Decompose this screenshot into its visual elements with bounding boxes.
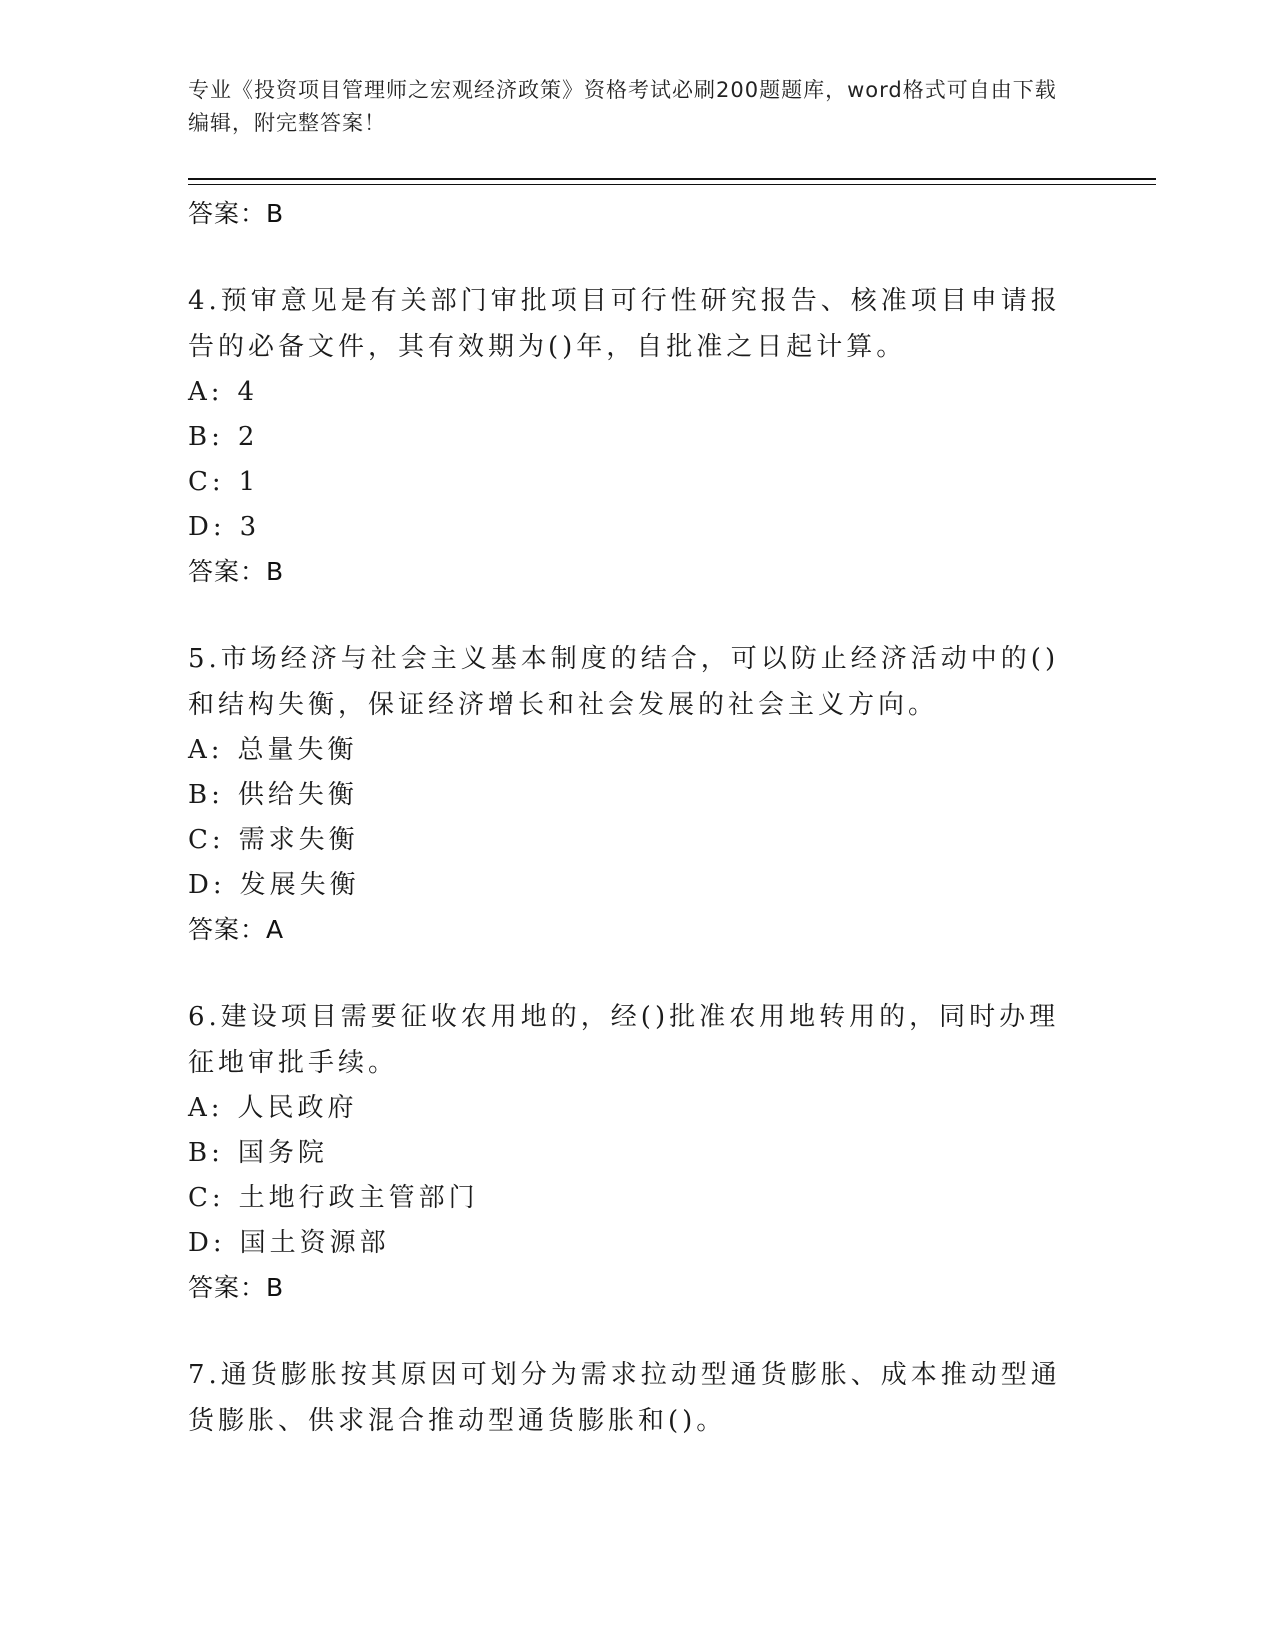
- option-b: [188, 1131, 1088, 1176]
- option-letter: A:: [188, 1093, 224, 1123]
- answer-line: 答案：B: [188, 199, 285, 228]
- option-c: [188, 1176, 1088, 1221]
- option-letter: D:: [188, 512, 226, 542]
- option-letter: C:: [188, 825, 225, 855]
- question-stem: 6.建设项目需要征收农用地的，经()批准农用地转用的，同时办理征地审批手续。: [188, 1002, 1060, 1078]
- answer-line: 答案：A: [188, 915, 285, 944]
- option-letter: B:: [188, 780, 224, 810]
- option-d: [188, 505, 1088, 550]
- page-header: 专业《投资项目管理师之宏观经济政策》资格考试必刷200题题库，word格式可自由下载编辑，附完整答案！: [188, 78, 1057, 135]
- option-d: [188, 863, 1088, 908]
- option-letter: B:: [188, 1138, 224, 1168]
- header-divider-thin: [188, 184, 1156, 185]
- option-c: [188, 460, 1088, 505]
- option-text: 发展失衡: [239, 870, 360, 900]
- option-text: 2: [237, 422, 259, 452]
- option-text: 3: [239, 512, 261, 542]
- option-text: 1: [238, 467, 260, 497]
- option-text: 国务院: [237, 1138, 328, 1168]
- question-stem: 4.预审意见是有关部门审批项目可行性研究报告、核准项目申请报告的必备文件，其有效期为()年，自批准之日起计算。: [188, 286, 1061, 362]
- option-a: [188, 728, 1088, 773]
- question-item: [188, 1352, 1088, 1444]
- option-letter: D:: [188, 1228, 226, 1258]
- option-text: 4: [237, 377, 259, 407]
- option-b: [188, 773, 1088, 818]
- option-text: 国土资源部: [239, 1228, 390, 1258]
- answer-line: 答案：B: [188, 1273, 285, 1302]
- question-stem: 7.通货膨胀按其原因可划分为需求拉动型通货膨胀、成本推动型通货膨胀、供求混合推动型通货膨胀和()。: [188, 1360, 1061, 1436]
- option-d: [188, 1221, 1088, 1266]
- option-letter: A:: [188, 735, 224, 765]
- answer-line: 答案：B: [188, 557, 285, 586]
- option-text: 总量失衡: [237, 735, 358, 765]
- question-item: [188, 278, 1088, 594]
- option-text: 人民政府: [237, 1093, 358, 1123]
- option-c: [188, 818, 1088, 863]
- question-item: [188, 636, 1088, 952]
- option-letter: A:: [188, 377, 224, 407]
- option-a: [188, 1086, 1088, 1131]
- option-letter: C:: [188, 467, 225, 497]
- option-text: 需求失衡: [238, 825, 359, 855]
- option-letter: D:: [188, 870, 226, 900]
- question-stem: 5.市场经济与社会主义基本制度的结合，可以防止经济活动中的()和结构失衡，保证经济增长和社会发展的社会主义方向。: [188, 644, 1060, 720]
- option-text: 土地行政主管部门: [238, 1183, 479, 1213]
- option-letter: C:: [188, 1183, 225, 1213]
- option-b: [188, 415, 1088, 460]
- header-divider-thick: [188, 178, 1156, 180]
- option-a: [188, 370, 1088, 415]
- option-text: 供给失衡: [237, 780, 358, 810]
- question-list: [188, 192, 1088, 1444]
- option-letter: B:: [188, 422, 224, 452]
- question-item: [188, 994, 1088, 1310]
